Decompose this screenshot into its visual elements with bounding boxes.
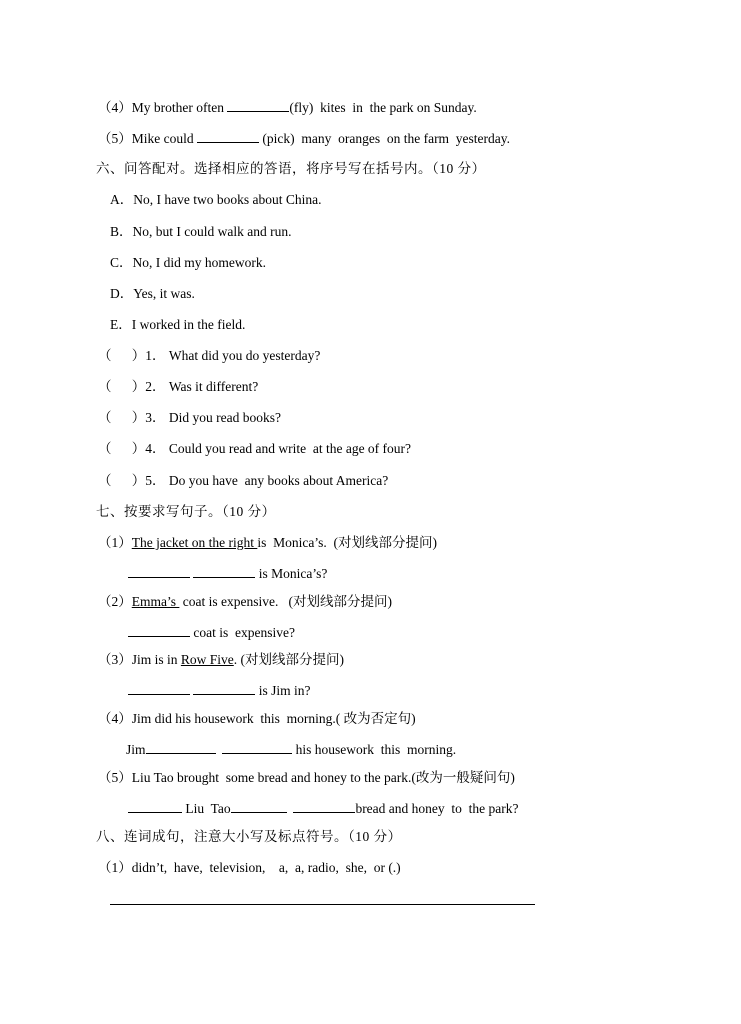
rewrite-question-4: （4）Jim did his housework this morning.( 改为否定句) [98,711,416,726]
rewrite-answer-3: is Jim in? [128,681,311,700]
section-8-heading: 八、连词成句，注意大小写及标点符号。（10 分） [96,829,402,844]
answer-blank[interactable] [222,740,292,754]
match-question-4: （ ）4． Could you read and write at the age of four? [98,441,412,456]
match-question-3: （ ）3． Did you read books? [98,410,281,425]
answer-blank[interactable] [146,740,216,754]
answer-blank[interactable] [227,98,289,112]
question-5-5: （5）Mike could (pick) many oranges on the farm yesterday. [98,131,511,146]
option-d: D．Yes, it was. [110,286,195,301]
section-6-heading: 六、问答配对。选择相应的答语，将序号写在括号内。（10 分） [96,161,486,176]
answer-blank[interactable] [193,564,255,578]
rewrite-answer-2: coat is expensive? [128,623,295,642]
answer-blank[interactable] [193,681,255,695]
option-c: C．No, I did my homework. [110,255,266,270]
answer-blank[interactable] [231,799,287,813]
order-question-1: （1）didn’t, have, television, a, a, radio, she, or (.) [98,860,401,875]
answer-blank[interactable] [197,129,259,143]
answer-paren[interactable]: （ ） [98,348,146,363]
question-5-4: （4）My brother often (fly) kites in the park on Sunday. [98,100,477,115]
option-b: B．No, but I could walk and run. [110,224,292,239]
answer-paren[interactable]: （ ） [98,441,146,456]
match-question-1: （ ）1． What did you do yesterday? [98,348,321,363]
match-question-2: （ ）2． Was it different? [98,379,259,394]
section-7-heading: 七、按要求写句子。（10 分） [96,504,276,519]
answer-paren[interactable]: （ ） [98,410,146,425]
answer-blank[interactable] [293,799,355,813]
option-a: A．No, I have two books about China. [110,192,322,207]
rewrite-answer-5: Liu Tao bread and honey to the park? [128,799,519,818]
answer-blank[interactable] [128,681,190,695]
answer-blank[interactable] [128,623,190,637]
option-e: E．I worked in the field. [110,317,246,332]
rewrite-question-2: （2）Emma’s coat is expensive. (对划线部分提问) [98,594,392,609]
answer-paren[interactable]: （ ） [98,473,146,488]
answer-blank[interactable] [128,564,190,578]
rewrite-answer-1: is Monica’s? [128,564,327,583]
answer-paren[interactable]: （ ） [98,379,146,394]
rewrite-answer-4: Jim his housework this morning. [126,742,457,757]
answer-writing-line[interactable] [110,904,535,905]
match-question-5: （ ）5． Do you have any books about America? [98,473,389,488]
rewrite-question-3: （3）Jim is in Row Five. (对划线部分提问) [98,652,345,667]
answer-blank[interactable] [128,799,182,813]
rewrite-question-5: （5）Liu Tao brought some bread and honey to the park.(改为一般疑问句) [98,770,515,785]
rewrite-question-1: （1）The jacket on the right is Monica’s. (对划线部分提问) [98,535,437,550]
